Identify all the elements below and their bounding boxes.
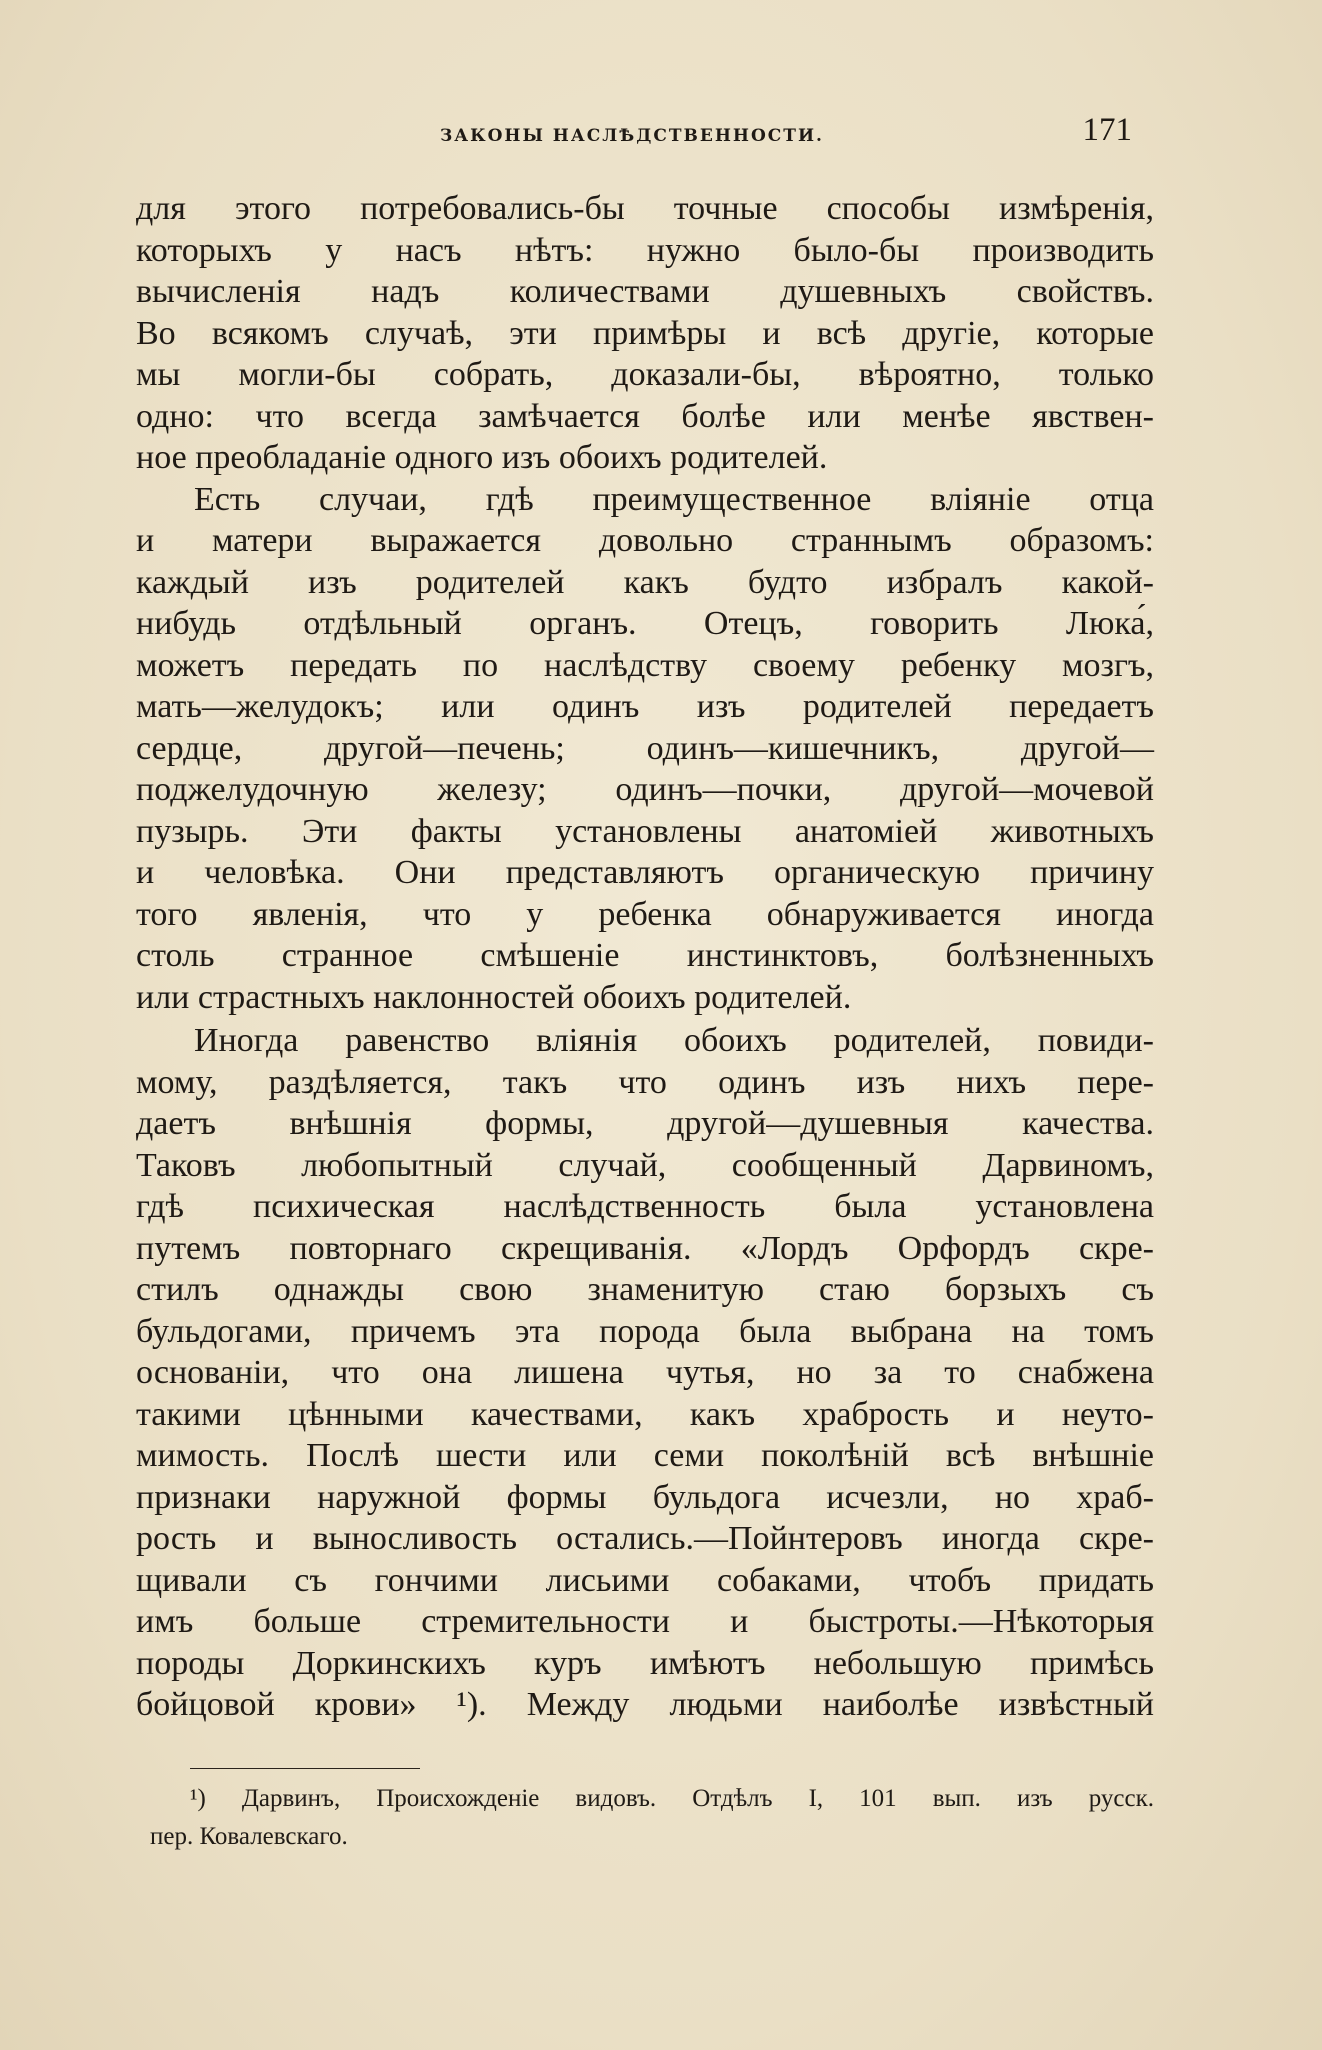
- text-line: мать—желудокъ; или одинъ изъ родителей передаетъ: [136, 688, 1154, 725]
- footnote-line: пер. Ковалевскаго.: [150, 1823, 348, 1850]
- body-text: [136, 188, 1154, 1726]
- footnote-rule: [190, 1768, 420, 1769]
- text-line: одно: что всегда замѣчается болѣе или менѣе явствен-: [136, 397, 1154, 435]
- text-line: признаки наружной формы бульдога исчезли, но храб-: [136, 1478, 1154, 1516]
- paragraph: [136, 1020, 1154, 1726]
- text-line: мы могли-бы собрать, доказали-бы, вѣроятно, только: [136, 356, 1154, 393]
- text-line: Во всякомъ случаѣ, эти примѣры и всѣ другіе, которые: [136, 314, 1154, 352]
- paragraph: [136, 188, 1154, 479]
- text-line: ное преобладаніе одного изъ обоихъ родителей.: [136, 439, 828, 476]
- text-line: которыхъ у насъ нѣтъ: нужно было-бы производить: [136, 231, 1154, 269]
- text-line: щивали съ гончими лисьими собаками, чтобъ придать: [136, 1561, 1154, 1599]
- chapter-title: ЗАКОНЫ НАСЛѢДСТВЕННОСТИ.: [440, 126, 824, 146]
- running-head: [140, 112, 1142, 160]
- text-line: мому, раздѣляется, такъ что одинъ изъ нихъ пере-: [136, 1063, 1154, 1101]
- text-line: такими цѣнными качествами, какъ храбрость и неуто-: [136, 1395, 1154, 1433]
- text-line: и человѣка. Они представляютъ органическую причину: [136, 854, 1154, 891]
- text-line: основаніи, что она лишена чутья, но за то снабжена: [136, 1354, 1154, 1391]
- text-line: Иногда равенство вліянія обоихъ родителей, повиди-: [194, 1022, 1154, 1059]
- page-number: 171: [1082, 112, 1132, 148]
- text-line: можетъ передать по наслѣдству своему ребенку мозгъ,: [136, 646, 1154, 684]
- footnote-line: ¹) Дарвинъ, Происхожденіе видовъ. Отдѣлъ I, 101 вып. изъ русск.: [190, 1785, 1154, 1812]
- text-line: того явленія, что у ребенка обнаруживается иногда: [136, 895, 1154, 933]
- text-line: пузырь. Эти факты установлены анатоміей животныхъ: [136, 812, 1154, 850]
- text-line: Есть случаи, гдѣ преимущественное вліяніе отца: [194, 480, 1154, 518]
- footnote: [150, 1780, 1154, 1856]
- text-line: бульдогами, причемъ эта порода была выбрана на томъ: [136, 1312, 1154, 1350]
- text-line: имъ больше стремительности и быстроты.—Нѣкоторыя: [136, 1603, 1154, 1640]
- text-line: или страстныхъ наклонностей обоихъ родителей.: [136, 978, 852, 1016]
- text-line: каждый изъ родителей какъ будто избралъ какой-: [136, 563, 1154, 601]
- text-line: породы Доркинскихъ куръ имѣютъ небольшую примѣсь: [136, 1644, 1154, 1682]
- text-line: и матери выражается довольно страннымъ образомъ:: [136, 522, 1154, 559]
- text-line: вычисленія надъ количествами душевныхъ свойствъ.: [136, 273, 1154, 310]
- paragraph: [136, 479, 1154, 1019]
- text-line: стилъ однажды свою знаменитую стаю борзыхъ съ: [136, 1271, 1154, 1308]
- text-line: сердце, другой—печень; одинъ—кишечникъ, другой—: [136, 729, 1154, 767]
- text-line: путемъ повторнаго скрещиванія. «Лордъ Орфордъ скре-: [136, 1229, 1154, 1267]
- text-line: Таковъ любопытный случай, сообщенный Дарвиномъ,: [136, 1146, 1154, 1184]
- text-line: нибудь отдѣльный органъ. Отецъ, говорить Люка́,: [136, 605, 1154, 642]
- text-line: бойцовой крови» ¹). Между людьми наиболѣе извѣстный: [136, 1686, 1154, 1723]
- text-line: даетъ внѣшнія формы, другой—душевныя качества.: [136, 1105, 1154, 1142]
- text-line: столь странное смѣшеніе инстинктовъ, болѣзненныхъ: [136, 937, 1154, 974]
- text-line: рость и выносливость остались.—Пойнтеровъ иногда скре-: [136, 1520, 1154, 1557]
- text-line: для этого потребовались-бы точные способы измѣренія,: [136, 190, 1154, 227]
- text-line: мимость. Послѣ шести или семи поколѣній всѣ внѣшніе: [136, 1437, 1154, 1474]
- text-line: поджелудочную железу; одинъ—почки, другой—мочевой: [136, 771, 1154, 808]
- text-line: гдѣ психическая наслѣдственность была установлена: [136, 1188, 1154, 1225]
